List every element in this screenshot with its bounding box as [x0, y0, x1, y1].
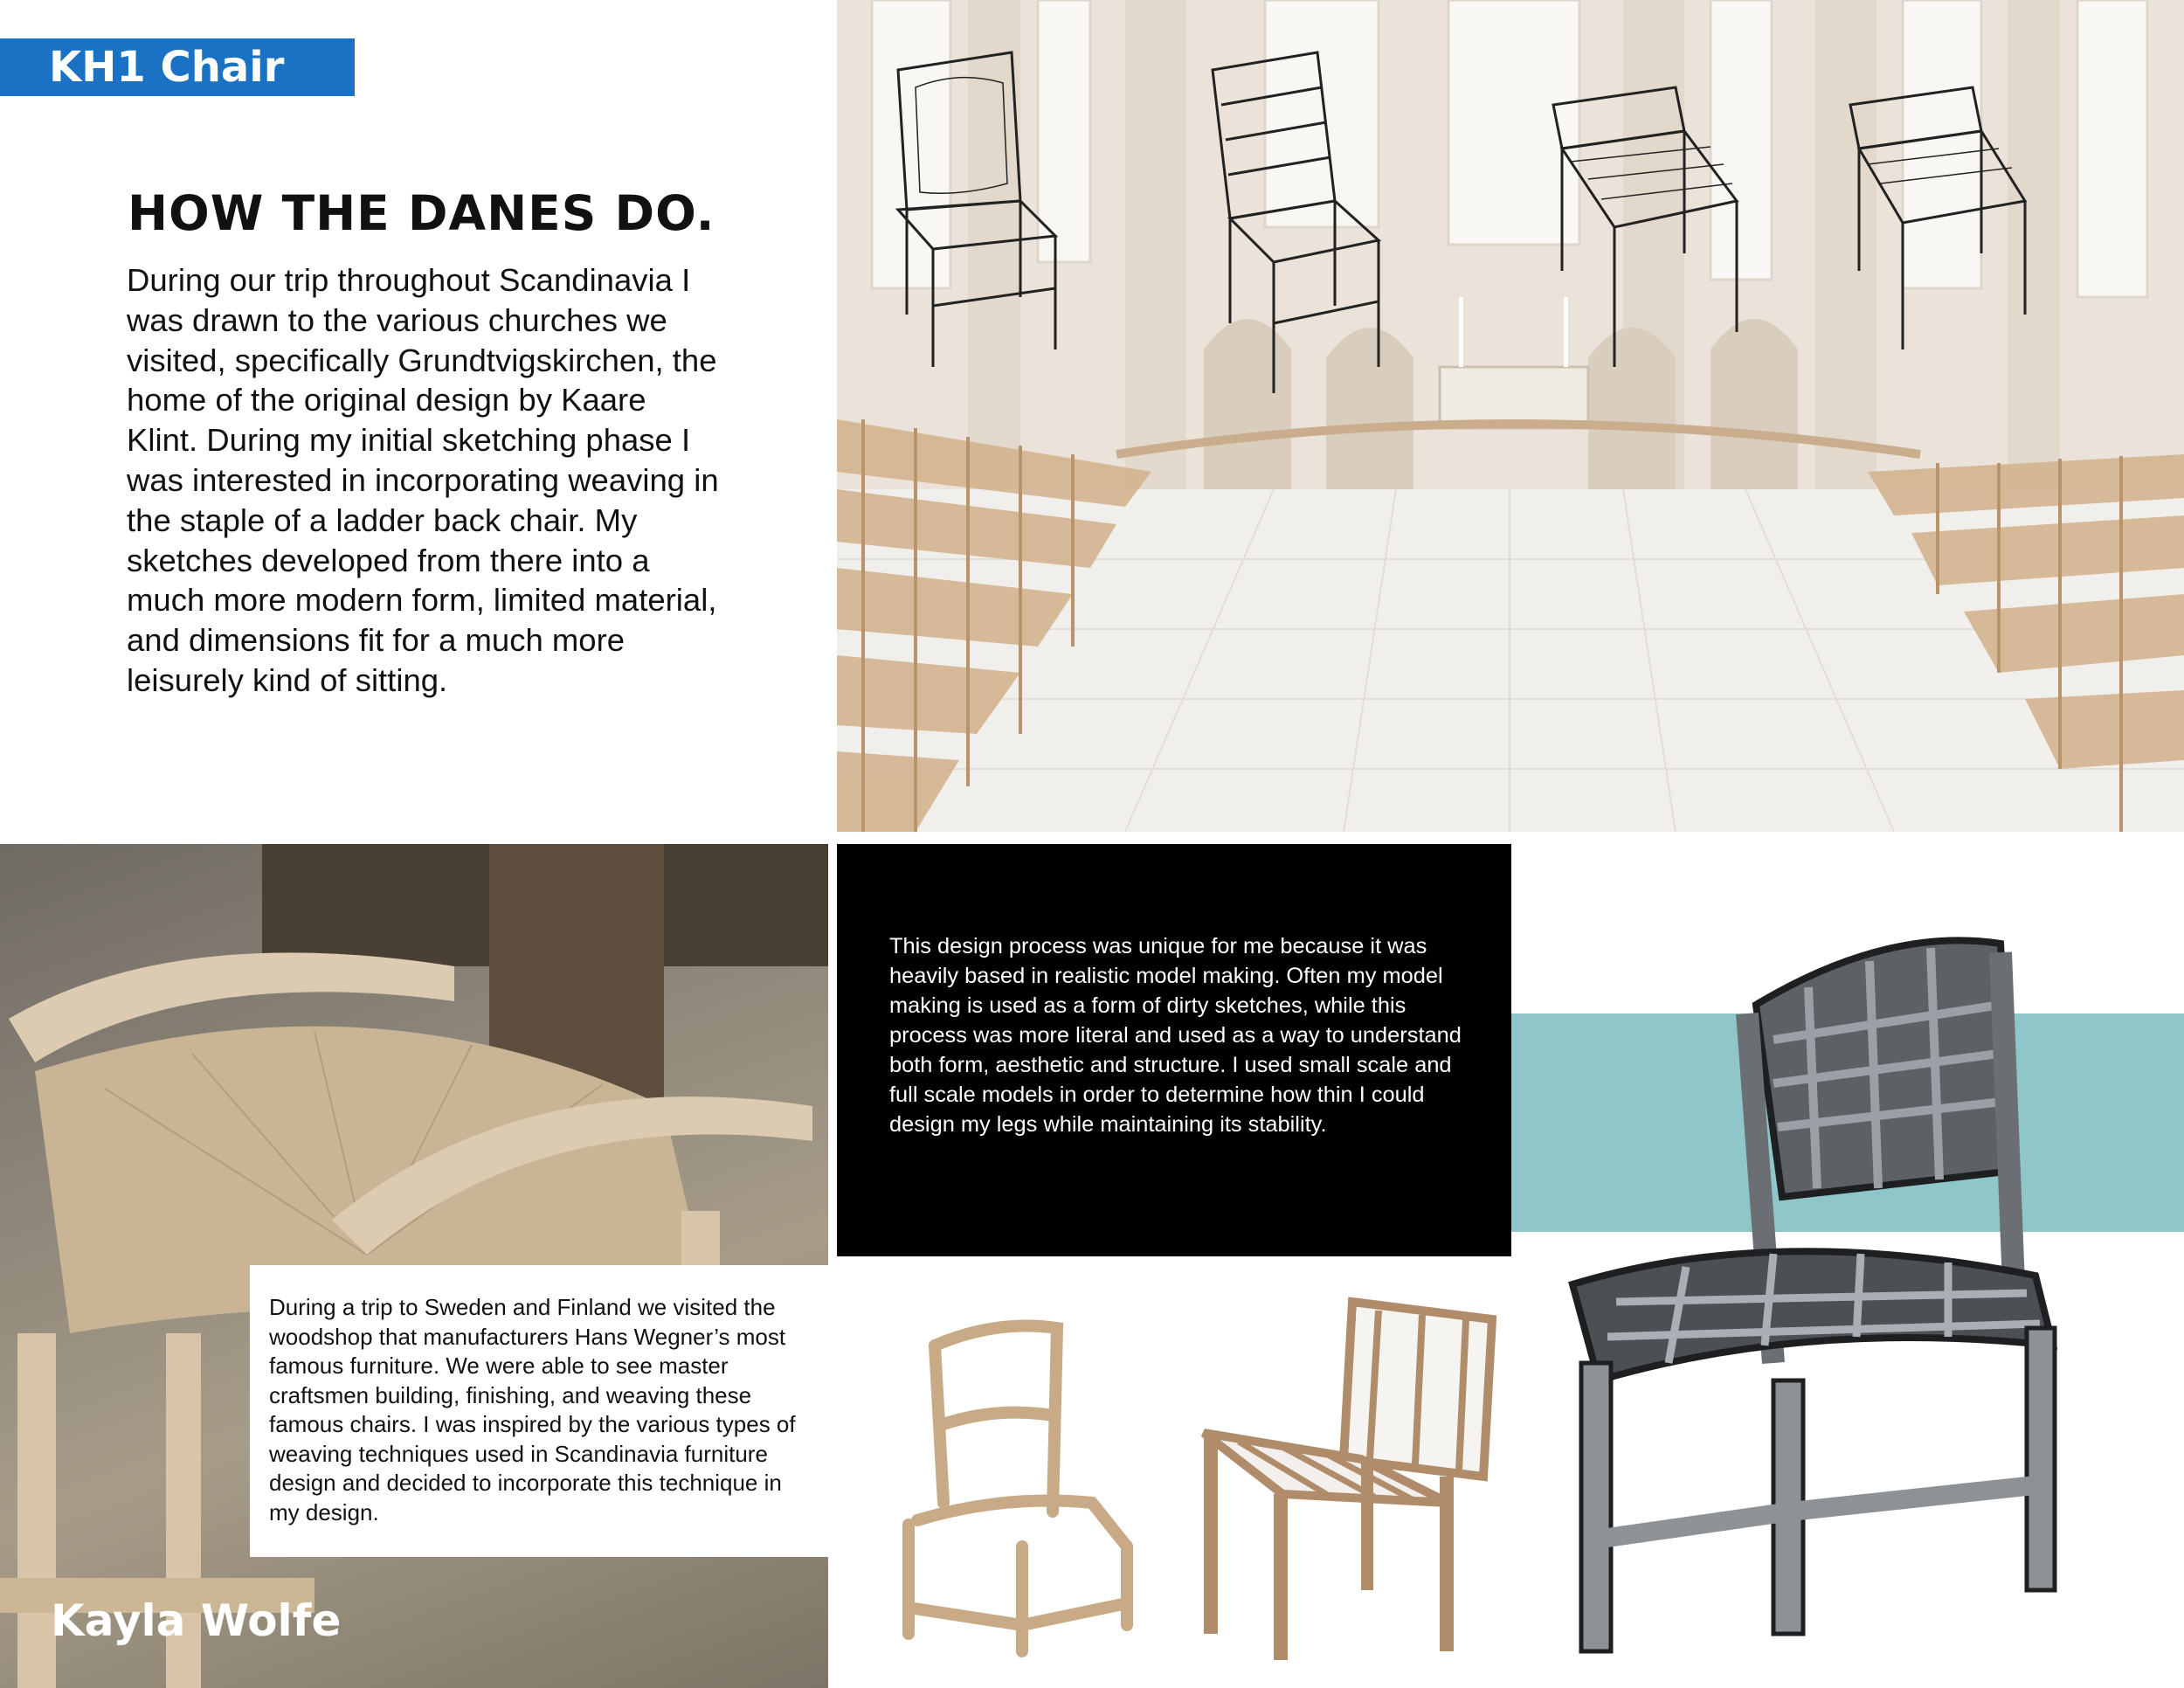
church-interior-image [837, 0, 2184, 832]
marker-sketch [1511, 909, 2184, 1678]
project-tag: KH1 Chair [0, 38, 355, 96]
woven-strap-model-photo [1186, 1284, 1508, 1669]
woodshop-caption: During a trip to Sweden and Finland we visited the woodshop that manufacturers Hans Wegner’s most famous furniture. We were able to see master craftsmen building, finishing, and weaving these famous chairs. I was inspired by the various types of weaving techniques used in Scandinavia furniture design and decided to incorporate this technique in my design. [269, 1294, 796, 1525]
woven-strap-model [1186, 1284, 1508, 1669]
wood-frame-model-photo [874, 1293, 1171, 1660]
intro-paragraph: During our trip throughout Scandinavia I was drawn to the various churches we visited, specifically Grundtvigskirchen, the home of the original design by Kaare Klint. During my initial sketching phase I was interested in incorporating weaving in the staple of a ladder back chair. My sketches developed from there into a much more modern form, limited material, and dimensions fit for a much more leisurely kind of sitting. [127, 262, 719, 698]
process-paragraph: This design process was unique for me because it was heavily based in realistic model making. Often my model making is used as a form of dirty sketches, while this process was more literal and used as a way to understand both form, aesthetic and structure. I used small scale and full scale models in order to determine how thin I could design my legs while maintaining its stability. [889, 934, 1462, 1137]
wood-frame-model [874, 1293, 1171, 1660]
church-illustration [837, 0, 2184, 832]
author-name: Kayla Wolfe [51, 1595, 342, 1646]
marker-chair-sketch [1511, 909, 2184, 1678]
headline: HOW THE DANES DO. [128, 185, 715, 241]
